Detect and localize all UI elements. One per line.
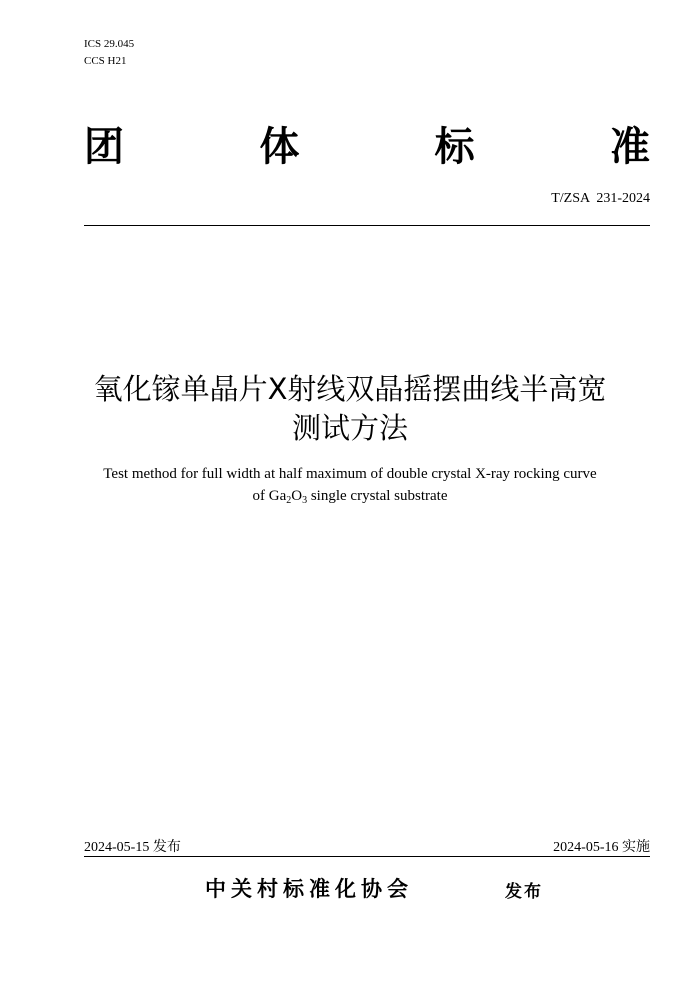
ccs-code: CCS H21	[84, 55, 127, 67]
standard-type-char: 标	[434, 124, 475, 170]
footer-divider	[84, 856, 650, 857]
header-divider	[84, 225, 650, 226]
standard-type-char: 团	[84, 124, 124, 170]
classification-codes	[84, 36, 134, 70]
subscript: 2	[286, 495, 292, 506]
implement-date: 2024-05-16 实施	[553, 840, 650, 855]
chinese-title-line: 氧化镓单晶片X射线双晶摇摆曲线半高宽	[93, 372, 607, 406]
publish-date: 2024-05-15 发布	[84, 840, 181, 855]
issuer-name: 中关村标准化协会	[205, 877, 413, 901]
standard-type-char: 体	[259, 124, 300, 170]
english-title-text: of Ga	[252, 488, 287, 504]
issue-label: 发布	[505, 882, 543, 902]
subscript: 3	[302, 495, 308, 506]
chinese-title	[60, 370, 640, 448]
standard-type-heading	[84, 122, 650, 172]
standard-type-char: 准	[609, 124, 650, 170]
english-title-text: O	[291, 488, 303, 504]
english-title-text: single crystal substrate	[307, 488, 448, 504]
chinese-title-line: 测试方法	[291, 411, 408, 445]
ics-code: ICS 29.045	[84, 38, 135, 50]
standard-number: T/ZSA 231-2024	[551, 191, 650, 206]
english-title	[60, 463, 640, 512]
english-title-line: Test method for full width at half maximum of double crystal X-ray rocking curve	[103, 466, 597, 482]
english-title-line	[60, 485, 640, 512]
